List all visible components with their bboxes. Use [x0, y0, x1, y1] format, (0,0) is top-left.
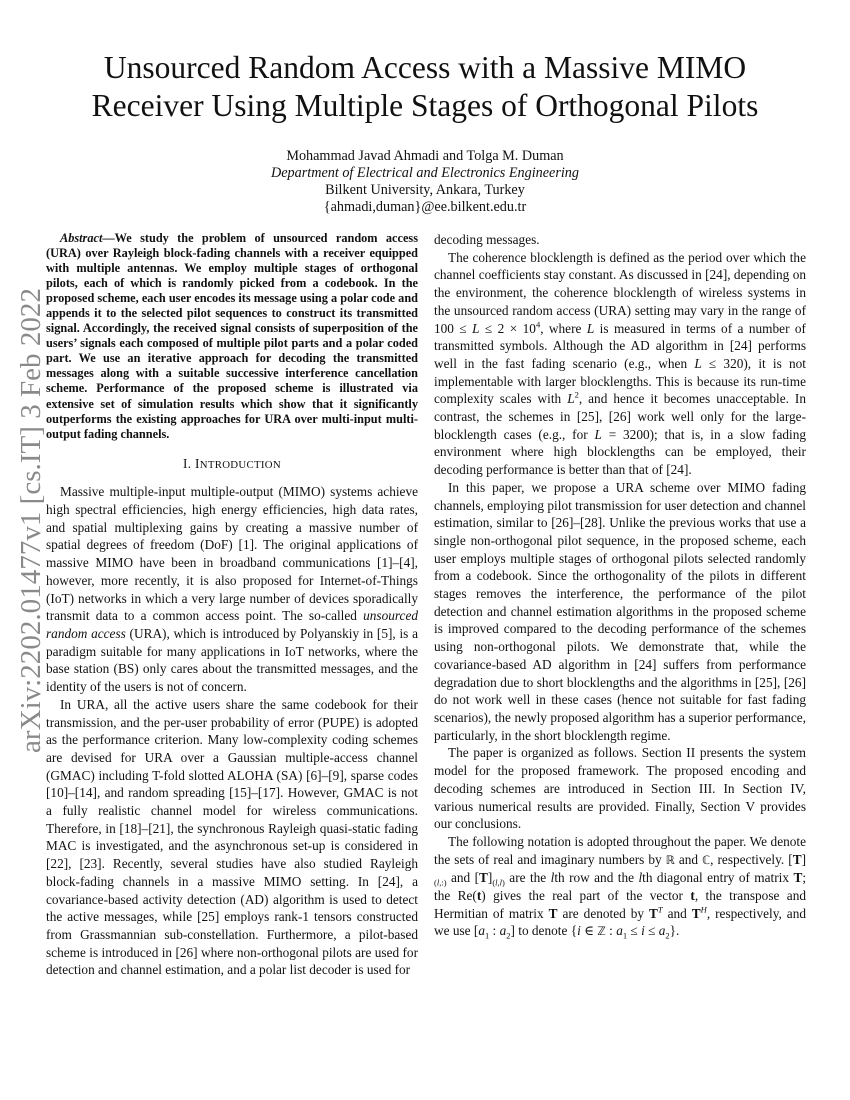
left-column [46, 231, 418, 979]
right-p4-text-i: gives the real part of the vector [485, 888, 691, 904]
right-p4-text-j: , the transpose and Hermitian of matrix [434, 888, 806, 921]
right-p1-text-a: The coherence blocklength is defined as the period over which the channel coefficients stay constant. As discussed in [24], depending on the environment, the coherence blocklength of wireless systems in the unsourced random access (URA) setting may vary in the range of [434, 249, 806, 318]
right-p4-text-b: and [674, 851, 703, 867]
right-p4-text-g: th diagonal entry of matrix [642, 870, 794, 886]
right-paragraph-3: The paper is organized as follows. Section II presents the system model for the proposed framework. The proposed encoding and decoding schemes are introduced in Section III. In Section IV, various numerical results are provided. Finally, Section V provides our conclusions. [434, 745, 806, 832]
abstract-text: We study the problem of unsourced random access (URA) over Rayleigh block-fading channels with a receiver equipped with multiple antennas. We employ multiple stages of orthogonal pilots, each of which is randomly picked from a codebook. In the proposed scheme, each user encodes its message using a polar code and appends it to the selected pilot sequences to construct its transmitted signal. Accordingly, the received signal consists of superposition of the users’ signals each composed of multiple pilot parts and a polar coded part. We use an iterative approach for decoding the transmitted messages along with a suitable successive interference cancellation scheme. Performance of the proposed scheme is illustrated via extensive set of simulation results which show that it significantly outperforms the existing approaches for URA over multi-input multi-output fading channels. [46, 231, 418, 441]
right-p4-text-a: The following notation is adopted throughout the paper. We denote the sets of real and imaginary numbers by [434, 833, 806, 867]
paper-title [40, 49, 810, 125]
right-paragraph-0: decoding messages. [434, 232, 540, 247]
arxiv-stamp [10, 285, 50, 755]
abstract [46, 231, 418, 442]
right-paragraph-2: In this paper, we propose a URA scheme over MIMO fading channels, employing pilot transmission for user detection and channel estimation, similar to [26]–[28]. Unlike the previous works that use a single non-orthogonal pilot sequence, in the proposed scheme, each user employs multiple stages of orthogonal pilots selected randomly from a codebook. Since the orthogonality of the pilots in different stages removes the interference, the performance of the pilot detection and channel estimation algorithms in the proposed scheme is improved compared to the decoding performance of the schemes using non-orthogonal pilots. We demonstrate that, while the covariance-based AD algorithm in [24] suffers from performance degradation due to short blocklengths and the algorithms in [25], [26] do not work well in these cases (hence not suitable for fast fading scenarios), the newly proposed algorithm has a superior performance, particularly, in the short blocklength regime. [434, 479, 806, 743]
right-paragraph-4: The following notation is adopted throughout the paper. We denote the sets of real and imaginary numbers by ℝ and ℂ, respectively. $[T]_{(l,:)}$ and $[T]_{(l,l)}$ are the lth row and the lth diagonal entry of matrix T; the Re(t) gives the real part of the vector t, the transpose and Hermitian of matrix T are denoted by $T^T$ and $T^H$, respectively, and we use [$a_1$ : $a_2$] to denote {i ∈ ℤ : $a_1 \le i \le a_2$}. [434, 833, 807, 942]
range-high: 2 × 10 [497, 320, 536, 336]
intro-paragraph-2: In URA, all the active users share the same codebook for their transmission, and the per-user probability of error (PUPE) is adopted as the performance criterion. Many low-complexity coding schemes are devised for URA over a Gaussian multiple-access channel (GMAC) including T-fold slotted ALOHA (SA) [6]–[9], sparse codes [10]–[14], and random spreading [15]–[17]. However, GMAC is not a fully realistic channel model for wireless communications. Therefore, in [18]–[21], the synchronous Rayleigh quasi-static fading MAC is investigated, and the asynchronous set-up is considered in [22], [23]. Recently, several studies have also studied Rayleigh block-fading channels in a massive MIMO setting. In [24], a covariance-based activity detection (AD) algorithm is used to detect the active messages, while [25] employs rank-1 tensors constructed from Grassmannian sub-constellation. Furthermore, a pilot-based scheme is introduced in [26] where non-orthogonal pilots are used for detection and channel estimation, and a polar list decoder is used for [46, 696, 418, 978]
right-p4-text-o: . [676, 923, 680, 939]
right-p4-text-k: are denoted by [557, 905, 650, 921]
right-p4-text-d: and [446, 870, 475, 886]
right-p4-text-c: , respectively. [710, 851, 789, 867]
arxiv-stamp-text: arXiv:2202.01477v1 [cs.IT] 3 Feb 2022 [15, 289, 47, 753]
author-block [100, 148, 750, 216]
intro-p1-text-b: (URA), which is introduced by Polyanskiy in [5], is a paradigm suitable for many applications in IoT networks, where the base station (BS) only cares about the transmitted messages, and the identity of the users is not of concern. [46, 625, 418, 695]
right-p1-text-c: is measured in terms of a number of transmitted symbols. Although the AD algorithm in [24] performs well in the fast fading scenario (e.g., when [434, 320, 806, 371]
right-p4-text-h: ; the [434, 870, 807, 904]
intro-p1-emphasis: unsourced random access [46, 608, 418, 641]
author-names: Mohammad Javad Ahmadi and Tolga M. Duman [286, 148, 564, 164]
abstract-dash: — [102, 231, 115, 245]
intro-paragraph-1 [46, 483, 418, 695]
section-heading-introduction [46, 455, 418, 475]
range-math: $100 \le L \le 2 \times 10^4$ [434, 319, 541, 336]
right-p4-text-f: th row and the [554, 870, 639, 886]
right-p1-text-e: , and hence it becomes unacceptable. In contrast, the schemes in [25], [26] work well only for the large-blocklength cases (e.g., for [434, 391, 806, 442]
right-p4-text-e: are the [504, 870, 551, 886]
author-email: {ahmadi,duman}@ee.bilkent.edu.tr [323, 199, 527, 215]
section-numeral: I. [183, 455, 192, 471]
paper-title-line2: Receiver Using Multiple Stages of Orthogonal Pilots [91, 88, 759, 123]
right-p4-text-n: to denote [514, 923, 571, 939]
right-paragraph-1: The coherence blocklength is defined as the period over which the channel coefficients stay constant. As discussed in [24], depending on the environment, the coherence blocklength of wireless systems in the unsourced random access (URA) setting may vary in the range of $100 \le L \le 2 \times 10^4$, where L is measured in terms of a number of transmitted symbols. Although the AD algorithm in [24] performs well in the fast fading scenario (e.g., when L ≤ 320), it is not implementable with larger blocklengths. This is because its run-time complexity scales with $L^2$, and hence it becomes unacceptable. In contrast, the schemes in [25], [26] work well only for the large-blocklength cases (e.g., for L = 3200); that is, in a slow fading environment where high blocklengths can be employed, their decoding performance is better than that of [24]. [434, 249, 806, 478]
range-low: 100 [434, 320, 454, 336]
right-p1-text-f: ); that is, in a slow fading environment where high blocklengths can be employed, their decoding performance is better than that of [24]. [434, 426, 806, 478]
range-exponent: 4 [535, 319, 541, 330]
right-p1-text-d: ), it is not implementable with larger blocklengths. This is because its run-time complexity scales with [434, 355, 806, 407]
right-p4-text-l: and [662, 905, 692, 921]
author-department: Department of Electrical and Electronics Engineering [271, 165, 579, 181]
math-3200: 3200 [623, 426, 650, 442]
right-p1-text-b: , where [540, 320, 587, 336]
section-title-rest: NTRODUCTION [199, 458, 281, 471]
paper-title-line1: Unsourced Random Access with a Massive MIMO [103, 50, 747, 85]
intro-p1-text-a: Massive multiple-input multiple-output (MIMO) systems achieve high spectral efficiencies, high energy efficiencies, high data rates, and spatial multiplexing gains by creating a massive number of spatial degrees of freedom (DoF) [1]. The original applications of massive MIMO have been in broadband communications [1]–[4], however, more recently, it is also proposed for Internet-of-Things (IoT) networks in which a very large number of devices sporadically transmit data to a common access point. The so-called [46, 484, 418, 624]
math-320: 320 [723, 355, 744, 371]
author-university: Bilkent University, Ankara, Turkey [325, 182, 525, 198]
right-p4-text-m: , respectively, and we use [434, 905, 806, 939]
section-title-initial: I [194, 455, 200, 471]
abstract-label: Abstract [60, 231, 103, 245]
right-column [434, 231, 806, 941]
